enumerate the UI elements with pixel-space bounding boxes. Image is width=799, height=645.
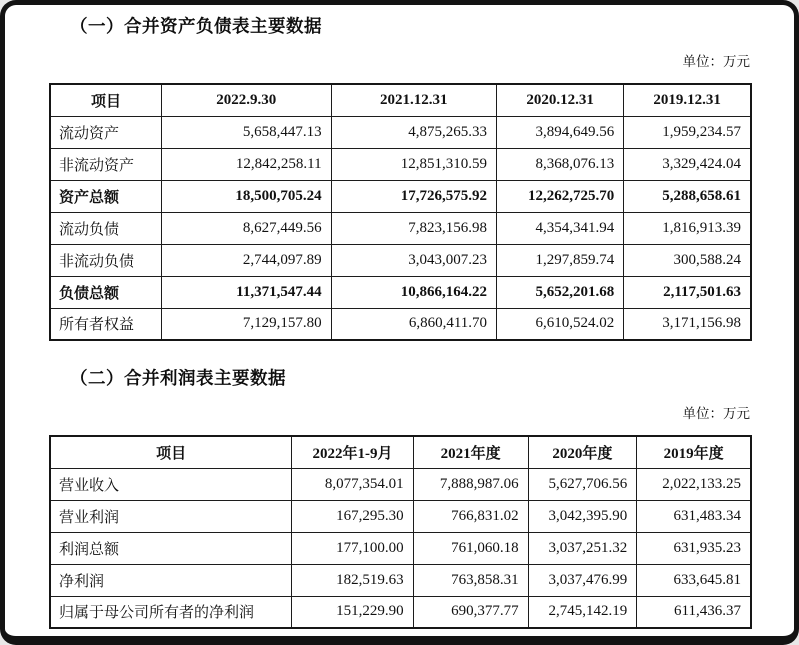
column-header-2022-9-30: 2022.9.30 <box>161 84 331 116</box>
column-header-2022-jan-sep: 2022年1-9月 <box>292 436 413 468</box>
cell-value: 151,229.90 <box>292 596 413 628</box>
cell-value: 3,042,395.90 <box>528 500 637 532</box>
cell-value: 5,627,706.56 <box>528 468 637 500</box>
cell-value: 11,371,547.44 <box>161 276 331 308</box>
table-row-total-liabilities <box>50 276 751 308</box>
cell-value: 3,037,476.99 <box>528 564 637 596</box>
cell-value: 8,368,076.13 <box>497 148 624 180</box>
cell-value: 8,627,449.56 <box>161 212 331 244</box>
row-label: 净利润 <box>50 564 292 596</box>
cell-value: 12,262,725.70 <box>497 180 624 212</box>
cell-value: 2,745,142.19 <box>528 596 637 628</box>
cell-value: 3,043,007.23 <box>331 244 496 276</box>
cell-value: 3,329,424.04 <box>624 148 751 180</box>
income-statement-table <box>49 435 752 629</box>
table-row-total-assets <box>50 180 751 212</box>
column-header-item: 项目 <box>50 84 161 116</box>
balance-sheet-table <box>49 83 752 341</box>
cell-value: 1,816,913.39 <box>624 212 751 244</box>
cell-value: 633,645.81 <box>637 564 751 596</box>
row-label: 流动资产 <box>50 116 161 148</box>
cell-value: 761,060.18 <box>413 532 528 564</box>
table-row-noncurrent-liabilities <box>50 244 751 276</box>
column-header-2020-12-31: 2020.12.31 <box>497 84 624 116</box>
column-header-2019-12-31: 2019.12.31 <box>624 84 751 116</box>
table-row-operating-profit <box>50 500 751 532</box>
table-row-net-profit-attributable-to-parent <box>50 596 751 628</box>
cell-value: 690,377.77 <box>413 596 528 628</box>
cell-value: 7,129,157.80 <box>161 308 331 340</box>
table-row-operating-revenue <box>50 468 751 500</box>
cell-value: 6,610,524.02 <box>497 308 624 340</box>
row-label: 营业利润 <box>50 500 292 532</box>
row-label: 营业收入 <box>50 468 292 500</box>
cell-value: 3,171,156.98 <box>624 308 751 340</box>
cell-value: 167,295.30 <box>292 500 413 532</box>
cell-value: 6,860,411.70 <box>331 308 496 340</box>
table-row-noncurrent-assets <box>50 148 751 180</box>
table-row-current-liabilities <box>50 212 751 244</box>
cell-value: 2,022,133.25 <box>637 468 751 500</box>
table-row-current-assets <box>50 116 751 148</box>
cell-value: 12,851,310.59 <box>331 148 496 180</box>
cell-value: 611,436.37 <box>637 596 751 628</box>
cell-value: 763,858.31 <box>413 564 528 596</box>
table-row-net-profit <box>50 564 751 596</box>
column-header-2019: 2019年度 <box>637 436 751 468</box>
table-row-owners-equity <box>50 308 751 340</box>
cell-value: 1,297,859.74 <box>497 244 624 276</box>
cell-value: 2,744,097.89 <box>161 244 331 276</box>
cell-value: 17,726,575.92 <box>331 180 496 212</box>
cell-value: 2,117,501.63 <box>624 276 751 308</box>
column-header-2021-12-31: 2021.12.31 <box>331 84 496 116</box>
cell-value: 631,483.34 <box>637 500 751 532</box>
column-header-2020: 2020年度 <box>528 436 637 468</box>
column-header-item: 项目 <box>50 436 292 468</box>
row-label: 资产总额 <box>50 180 161 212</box>
balance-sheet-unit-label: 单位：万元 <box>682 54 750 69</box>
cell-value: 3,894,649.56 <box>497 116 624 148</box>
cell-value: 182,519.63 <box>292 564 413 596</box>
cell-value: 631,935.23 <box>637 532 751 564</box>
page-content <box>5 5 794 629</box>
cell-value: 300,588.24 <box>624 244 751 276</box>
cell-value: 8,077,354.01 <box>292 468 413 500</box>
cell-value: 7,888,987.06 <box>413 468 528 500</box>
row-label: 归属于母公司所有者的净利润 <box>50 596 292 628</box>
balance-sheet-section-title: （一）合并资产负债表主要数据 <box>70 16 322 36</box>
cell-value: 10,866,164.22 <box>331 276 496 308</box>
income-statement-unit-label: 单位：万元 <box>682 406 750 421</box>
cell-value: 18,500,705.24 <box>161 180 331 212</box>
row-label: 非流动资产 <box>50 148 161 180</box>
cell-value: 1,959,234.57 <box>624 116 751 148</box>
cell-value: 5,652,201.68 <box>497 276 624 308</box>
cell-value: 4,875,265.33 <box>331 116 496 148</box>
income-statement-section-title: （二）合并利润表主要数据 <box>70 368 286 388</box>
cell-value: 5,288,658.61 <box>624 180 751 212</box>
cell-value: 177,100.00 <box>292 532 413 564</box>
row-label: 流动负债 <box>50 212 161 244</box>
cell-value: 3,037,251.32 <box>528 532 637 564</box>
column-header-2021: 2021年度 <box>413 436 528 468</box>
cell-value: 5,658,447.13 <box>161 116 331 148</box>
row-label: 负债总额 <box>50 276 161 308</box>
cell-value: 4,354,341.94 <box>497 212 624 244</box>
cell-value: 766,831.02 <box>413 500 528 532</box>
row-label: 利润总额 <box>50 532 292 564</box>
cell-value: 7,823,156.98 <box>331 212 496 244</box>
table-header-row <box>50 436 751 468</box>
table-header-row <box>50 84 751 116</box>
row-label: 所有者权益 <box>50 308 161 340</box>
cell-value: 12,842,258.11 <box>161 148 331 180</box>
table-row-total-profit <box>50 532 751 564</box>
row-label: 非流动负债 <box>50 244 161 276</box>
